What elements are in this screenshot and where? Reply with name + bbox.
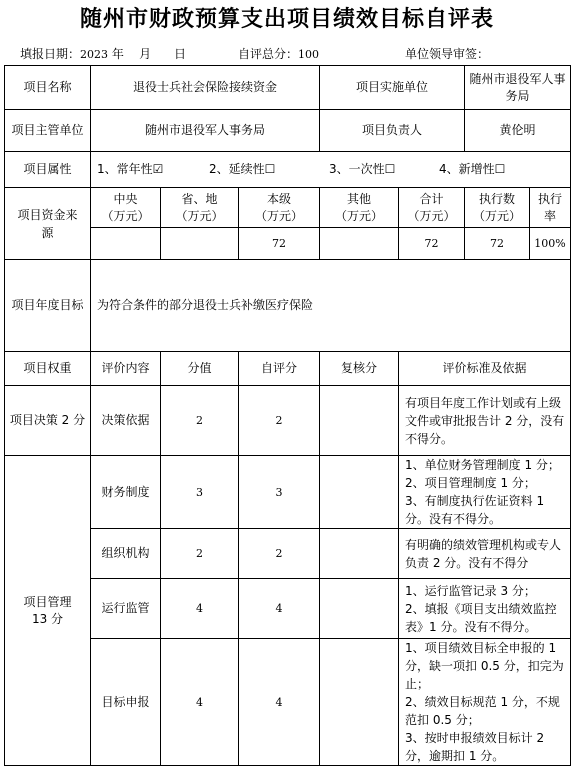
review-organization	[320, 529, 399, 579]
content-decision: 决策依据	[91, 386, 161, 456]
funding-col-central: 中央 （万元）	[91, 188, 161, 228]
eval-header-review: 复核分	[320, 352, 399, 386]
row-finance-system	[5, 456, 571, 529]
impl-unit: 随州市退役军人事务局	[465, 66, 571, 110]
day-unit: 日	[174, 47, 187, 61]
weight-decision: 项目决策 2 分	[5, 386, 91, 456]
eval-header-score: 分值	[161, 352, 239, 386]
month-unit: 月	[139, 47, 152, 61]
review-target	[320, 639, 399, 766]
review-decision	[320, 386, 399, 456]
eval-header-standard: 评价标准及依据	[399, 352, 571, 386]
funding-val-other	[320, 228, 399, 260]
attr-opt-new: 4、新增性☐	[439, 162, 506, 176]
weight-management: 项目管理 13 分	[5, 456, 91, 766]
impl-unit-label: 项目实施单位	[320, 66, 465, 110]
score-total-label: 自评总分：	[238, 47, 299, 61]
eval-header-self: 自评分	[239, 352, 320, 386]
funding-label: 项目资金来源	[5, 188, 91, 260]
owner-label: 项目负责人	[320, 110, 465, 152]
fill-date-label: 填报日期：	[20, 47, 81, 61]
standard-finance: 1、单位财务管理制度 1 分； 2、项目管理制度 1 分； 3、有制度执行佐证资料 1 分。没有不得分。	[399, 456, 571, 529]
funding-val-rate: 100%	[530, 228, 571, 260]
self-organization: 2	[239, 529, 320, 579]
row-annual-goal	[5, 260, 571, 352]
attr-opt-onetime: 3、一次性☐	[329, 162, 396, 176]
row-decision-basis	[5, 386, 571, 456]
standard-supervision: 1、运行监管记录 3 分； 2、填报《项目支出绩效监控表》1 分。没有不得分。	[399, 579, 571, 639]
self-decision: 2	[239, 386, 320, 456]
year-unit: 年	[111, 47, 124, 61]
score-target: 4	[161, 639, 239, 766]
supervisor: 随州市退役军人事务局	[91, 110, 320, 152]
self-target: 4	[239, 639, 320, 766]
goal-label: 项目年度目标	[5, 260, 91, 352]
content-finance: 财务制度	[91, 456, 161, 529]
score-supervision: 4	[161, 579, 239, 639]
project-name: 退役士兵社会保险接续资金	[91, 66, 320, 110]
score-decision: 2	[161, 386, 239, 456]
funding-val-province	[161, 228, 239, 260]
attr-opt-continuing: 2、延续性☐	[209, 162, 276, 176]
funding-val-executed: 72	[465, 228, 530, 260]
score-total	[238, 45, 319, 62]
content-supervision: 运行监管	[91, 579, 161, 639]
funding-val-total: 72	[399, 228, 465, 260]
row-attribute	[5, 152, 571, 188]
project-name-label: 项目名称	[5, 66, 91, 110]
funding-col-rate: 执行 率	[530, 188, 571, 228]
review-supervision	[320, 579, 399, 639]
standard-target: 1、项目绩效目标全申报的 1 分，缺一项扣 0.5 分，扣完为止； 2、绩效目标规范 1 分，不规范扣 0.5 分； 3、按时申报绩效目标计 2 分，逾期扣 1 分。	[399, 639, 571, 766]
eval-header-weight: 项目权重	[5, 352, 91, 386]
score-total-value: 100	[298, 48, 320, 61]
standard-organization: 有明确的绩效管理机构或专人负责 2 分。没有不得分	[399, 529, 571, 579]
supervisor-label: 项目主管单位	[5, 110, 91, 152]
row-project-name	[5, 66, 571, 110]
funding-val-local: 72	[239, 228, 320, 260]
fill-date	[20, 45, 186, 62]
evaluation-table	[4, 65, 571, 766]
content-target: 目标申报	[91, 639, 161, 766]
row-funding-header	[5, 188, 571, 228]
funding-val-central	[91, 228, 161, 260]
fill-year: 2023	[80, 48, 109, 61]
owner: 黄伦明	[465, 110, 571, 152]
attr-label: 项目属性	[5, 152, 91, 188]
review-finance	[320, 456, 399, 529]
score-organization: 2	[161, 529, 239, 579]
funding-col-executed: 执行数 （万元）	[465, 188, 530, 228]
leader-sign: 单位领导审签：	[405, 47, 490, 61]
standard-decision: 有项目年度工作计划或有上级文件或审批报告计 2 分，没有不得分。	[399, 386, 571, 456]
funding-col-total: 合计 （万元）	[399, 188, 465, 228]
funding-col-province: 省、地 （万元）	[161, 188, 239, 228]
self-finance: 3	[239, 456, 320, 529]
score-finance: 3	[161, 456, 239, 529]
eval-header-content: 评价内容	[91, 352, 161, 386]
content-organization: 组织机构	[91, 529, 161, 579]
row-eval-header	[5, 352, 571, 386]
funding-col-other: 其他 （万元）	[320, 188, 399, 228]
attr-opt-annual: 1、常年性☑	[97, 162, 164, 176]
row-supervisor	[5, 110, 571, 152]
attr-options	[91, 152, 571, 188]
funding-col-local: 本级 （万元）	[239, 188, 320, 228]
goal-text: 为符合条件的部分退役士兵补缴医疗保险	[91, 260, 571, 352]
self-supervision: 4	[239, 579, 320, 639]
page-title: 随州市财政预算支出项目绩效目标自评表	[79, 7, 494, 32]
